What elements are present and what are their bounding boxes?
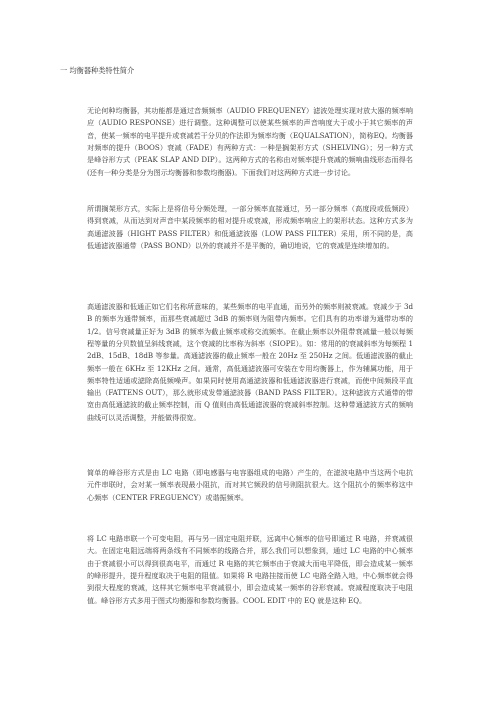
section-heading: 一 均衡器种类特性简介 [60,66,135,75]
paragraph-high-low-pass: 高通滤波器和低通正如它们名称所意味的，某些频率的电平直通，而另外的频率则被衰减。衰减少于 3dB 的频率为通带频率，而那些衰减超过 3dB 的频率则为阻带内频率。它们具有的功率谱为通带功率的 1/2。信号衰减量正好为 3dB 的频率为截止频率或称交流频率。在截止频率以外阻带衰减量一般以每频程等量的分贝数值呈斜线衰减，这个衰减的比率称为斜率（SIOPE）。如：常用的的衰减斜率为每频程 12dB、15dB、18dB 等参量。高通滤波器的截止频率一般在 20Hz 至 250Hz 之间。低通滤波器的截止频率一般在 6KHz 至 12KHz 之间。通常，高低通滤波器可安装在专用均衡器上，作为辅属功能，用于频率特性适通或滤除高低频噪声。如果同时使用高通滤波器和低通滤波器进行衰减，而使中间频段平直输出（FATTENS OUT），那么就形成发带通滤波器（BAND PASS FILTER）。这种滤波方式通带的带宽由高低通滤波的截止频率控制，而 Q 值则由高低通滤波器的衰减斜率控制。这种带通滤波方式的频响曲线可以灵活调整，并能做得很宽。 [87,302,413,422]
paragraph-peak-dip-lc: 简单的峰谷形方式是由 LC 电路（即电感器与电容器组成的电路）产生的，在滤波电路中当这两个电抗元件串联时，会对某一频率表现最小阻抗，而对其它频段的信号则阻抗很大。这个阻抗小的频率称这中心频率（CENTER FREGUENCY）或谐振频率。 [87,468,413,502]
paragraph-lc-resistor: 将 LC 电路串联一个可变电阻，再与另一固定电阻并联，远离中心频率的信号即通过 R 电路，并衰减很大。在固定电阻远端将两条线有不同频率的线路合并，那么我们可以想象到，通过 LC 电路的中心频率由于衰减很小可以得到很高电平，而通过 R 电路的其它频率由于衰减大而电平降低，即会造成某一频率的峰形提升，提升程度取决于电阻的阻值。如果将 R 电路挂接而使 LC 电路全路入地，中心频率就会得到很大程度的衰减，这样其它频率电平衰减很小，即会造成某一频率的谷形衰减。衰减程度取决于电阻值。峰谷形方式多用于图式均衡器和参数均衡器。COOL EDIT 中的 EQ 就是这种 EQ。 [87,534,413,605]
paragraph-equalizer-intro: 无论何种均衡器，其功能都是通过音频频率（AUDIO FREQUENEY）滤波处理实现对放大器的频率响应（AUDIO RESPONSE）进行调整。这种调整可以使某些频率的声音响度大于或小于其它频率的声音，使某一频率的电平提升或衰减若干分贝的作法即为频率均衡（EQUALSATION），简称EQ。均衡器对频率的提升（BOOS）衰减（FADE）有两种方式：一种是搁架形方式（SHELVING）；另一种方式是峰谷形方式（PEAK SLAP AND DIP）。这两种方式的名称由对频率提升衰减的频响曲线形态而得名(还有一种分类是分为图示均衡器和参数均衡器)。下面我们对这两种方式进一步讨论。 [87,106,413,177]
paragraph-shelving: 所谓搁架形方式，实际上是将信号分频处理，一部分频率直接通过，另一部分频率（高度段或低频段）得到衰减，从而达到对声音中某段频率的相对提升或衰减，形成频率响应上的架形状态。这种方式多为高通滤波器（HIGHT PASS FILTER）和低通滤波器（LOW PASS FILTER）采用，所不同的是，高低通滤波器通带（PASS BOND）以外的衰减并不是平衡的，确切地说，它的衰减是连续增加的。 [87,204,413,250]
